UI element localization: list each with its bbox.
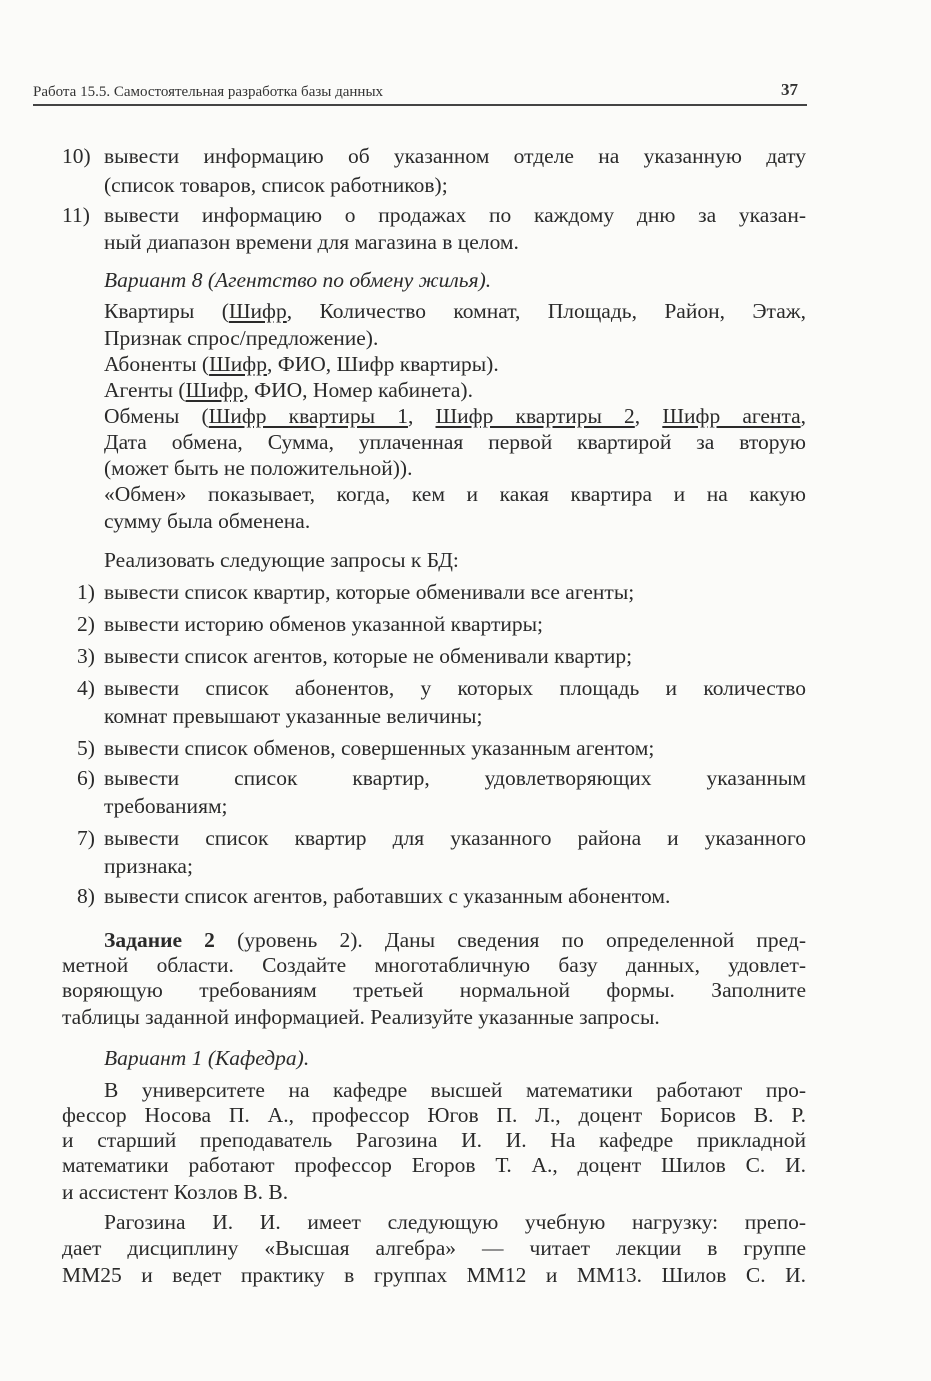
list-number: 1) — [77, 580, 95, 604]
list-number: 8) — [77, 884, 95, 908]
paragraph-line: дает дисциплину «Высшая алгебра» — читает лекции в группе — [62, 1236, 806, 1260]
list-number: 7) — [77, 826, 95, 850]
list-item: вывести список абонентов, у которых площадь и количество — [104, 676, 806, 700]
list-item: вывести список квартир для указанного района и указанного — [104, 826, 806, 850]
variant-title: Вариант 1 (Кафедра). — [104, 1046, 310, 1070]
list-item: вывести информацию об указанном отделе на указанную дату — [104, 144, 806, 168]
header-rule — [33, 104, 807, 106]
list-item: вывести список обменов, совершенных указанным агентом; — [104, 736, 655, 760]
table-definition: (может быть не положительной)). — [104, 456, 413, 480]
list-item: вывести список агентов, работавших с указанным абонентом. — [104, 884, 671, 908]
list-number: 5) — [77, 736, 95, 760]
list-item: ный диапазон времени для магазина в целом. — [104, 230, 519, 254]
paragraph-line: метной области. Создайте многотабличную базу данных, удовлет- — [62, 953, 806, 977]
task-heading: Задание 2 (уровень 2). Даны сведения по определенной пред- — [104, 928, 806, 952]
paragraph-line: и ассистент Козлов В. В. — [62, 1180, 289, 1204]
table-definition: Дата обмена, Сумма, уплаченная первой квартирой за вторую — [104, 430, 806, 454]
queries-intro: Реализовать следующие запросы к БД: — [104, 548, 459, 572]
list-item: вывести информацию о продажах по каждому дню за указан- — [104, 203, 806, 227]
table-definition: Абоненты (Шифр, ФИО, Шифр квартиры). — [104, 352, 499, 376]
table-definition: Обмены (Шифр квартиры 1, Шифр квартиры 2, Шифр агента, — [104, 404, 807, 428]
paragraph-line: математики работают профессор Егоров Т. А., доцент Шилов С. И. — [62, 1153, 806, 1177]
list-number: 2) — [77, 612, 95, 636]
list-number: 10) — [62, 144, 91, 168]
list-item: (список товаров, список работников); — [104, 173, 448, 197]
running-header: Работа 15.5. Самостоятельная разработка базы данных — [33, 84, 384, 100]
variant-title: Вариант 8 (Агентство по обмену жилья). — [104, 268, 492, 292]
list-item: вывести список квартир, удовлетворяющих указанным — [104, 766, 806, 790]
table-definition: Признак спрос/предложение). — [104, 326, 379, 350]
list-item: признака; — [104, 854, 193, 878]
paragraph-line: таблицы заданной информацией. Реализуйте указанные запросы. — [62, 1005, 660, 1029]
paragraph-line: воряющую требованиям третьей нормальной формы. Заполните — [62, 978, 806, 1002]
paragraph-line: и старший преподаватель Рагозина И. И. На кафедре прикладной — [62, 1128, 806, 1152]
page-number: 37 — [781, 80, 798, 99]
list-item: вывести список агентов, которые не обменивали квартир; — [104, 644, 633, 668]
list-number: 6) — [77, 766, 95, 790]
paragraph-line: фессор Носова П. А., профессор Югов П. Л., доцент Борисов В. Р. — [62, 1103, 806, 1127]
list-item: комнат превышают указанные величины; — [104, 704, 483, 728]
list-number: 3) — [77, 644, 95, 668]
list-number: 4) — [77, 676, 95, 700]
list-item: требованиям; — [104, 794, 228, 818]
list-item: вывести список квартир, которые обменивали все агенты; — [104, 580, 635, 604]
list-number: 11) — [62, 203, 90, 227]
paragraph-line: ММ25 и ведет практику в группах ММ12 и ММ13. Шилов С. И. — [62, 1263, 806, 1287]
paragraph-line: Рагозина И. И. имеет следующую учебную нагрузку: препо- — [104, 1210, 806, 1234]
list-item: вывести историю обменов указанной квартиры; — [104, 612, 544, 636]
table-definition: Квартиры (Шифр, Количество комнат, Площадь, Район, Этаж, — [104, 299, 806, 323]
table-definition: Агенты (Шифр, ФИО, Номер кабинета). — [104, 378, 473, 402]
note: сумму была обменена. — [104, 509, 311, 533]
note: «Обмен» показывает, когда, кем и какая квартира и на какую — [104, 482, 806, 506]
paragraph-line: В университете на кафедре высшей математики работают про- — [104, 1078, 806, 1102]
